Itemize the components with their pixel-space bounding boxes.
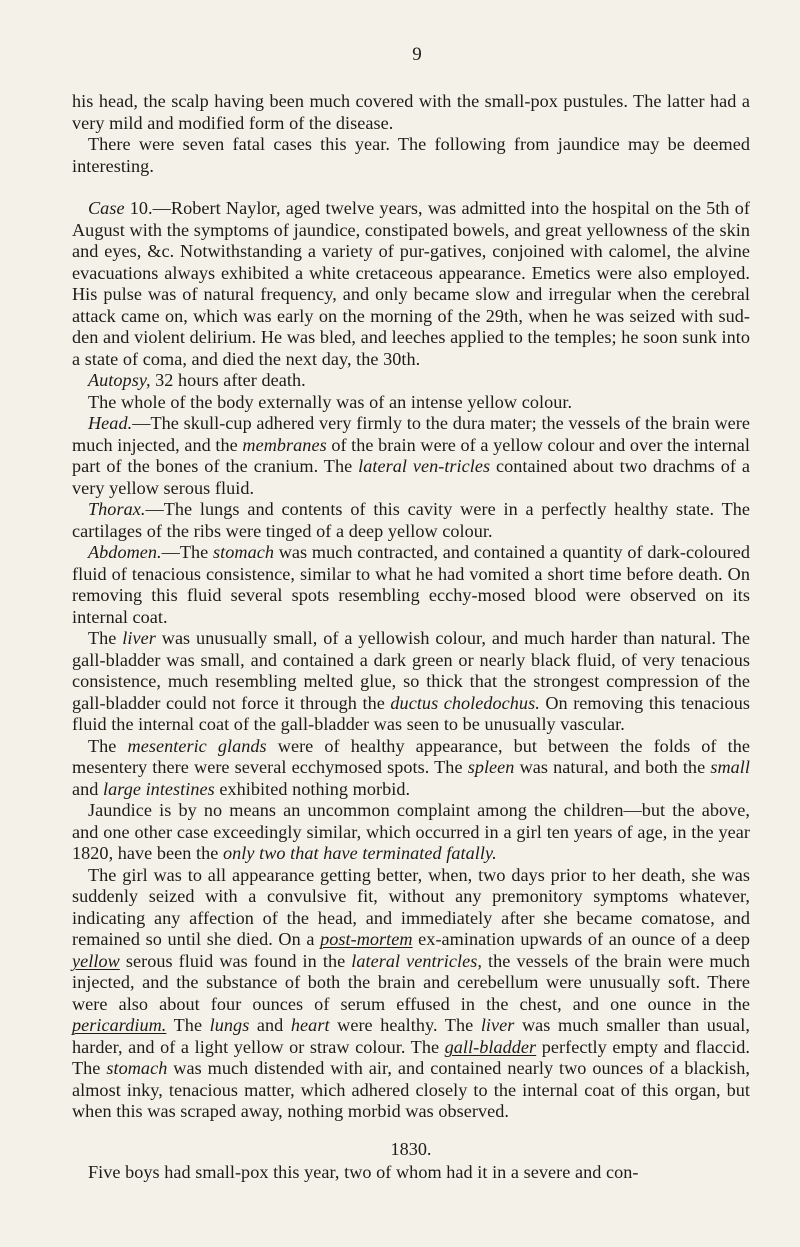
girl-text-10: was much distended with air, and contained nearly two ounces of a blackish, almost inky, tenacious matter, which adhered closely to the internal coat of this organ, but when this was scraped away, nothing morbid was observed. bbox=[72, 1058, 750, 1121]
paragraph-small-pox-1830: Five boys had small-pox this year, two of whom had it in a severe and con- bbox=[88, 1161, 639, 1182]
paragraph-gap bbox=[72, 177, 750, 198]
small-term: small bbox=[710, 757, 750, 777]
girl-text-1: The girl was to all appearance getting better, when, two days prior to her death, she was suddenly seized with a convulsive fit, without any premonitory symptoms whatever, indicating any affection of the head, and immediately after she became comatose, and remained so until she died. On a bbox=[72, 864, 750, 949]
gall-bladder-term: gall-bladder bbox=[444, 1036, 537, 1057]
girl-text-5: The bbox=[166, 1015, 210, 1035]
pericardium-term: pericardium. bbox=[72, 1015, 167, 1035]
autopsy-text: 32 hours after death. bbox=[150, 370, 306, 390]
case-10-text: 10.—Robert Naylor, aged twelve years, was admitted into the hospital on the 5th of August with the symptoms of jaundice, constipated bowels, and great yellowness of the skin and eyes, &c. Notwithstanding a variety of pur-gatives, conjoined with calomel, the alvine evacuations always exhibited a white cretaceous appearance. Emetics were also employed. His pulse was of natural frequency, and only became slow and irregular when the cerebral attack came on, which was early on the morning of the 29th, when he was seized with sud-den and violent delirium. He was bled, and leeches applied to the temples; he soon sunk into a state of coma, and died the next day, the 30th. bbox=[72, 198, 750, 369]
head-label: Head. bbox=[88, 413, 133, 433]
head-text-3: contained about two drachms of a very yellow serous fluid. bbox=[72, 456, 751, 498]
only-two-emphasis: only two that have terminated fatally. bbox=[223, 843, 497, 863]
page-number: 9 bbox=[412, 44, 422, 65]
thorax-label: Thorax. bbox=[88, 499, 146, 519]
girl-text-9: perfectly empty and flaccid. The bbox=[72, 1036, 750, 1078]
thorax-text: —The lungs and contents of this cavity were in a perfectly healthy state. The cartilages of the ribs were tinged of a deep yellow colour. bbox=[72, 499, 750, 541]
spleen-term: spleen bbox=[467, 757, 515, 777]
mesenteric-glands-term: mesenteric glands bbox=[127, 735, 267, 756]
head-text-2: of the brain were of a yellow colour and over the internal part of the bones of the cranium. The bbox=[72, 434, 750, 476]
ductus-term: ductus choledochus. bbox=[390, 692, 540, 713]
stomach-term-2: stomach bbox=[106, 1058, 168, 1078]
paragraph-girl-case bbox=[72, 865, 750, 1123]
paragraph-jaundice bbox=[72, 800, 750, 865]
mesenteric-text-2: were of healthy appearance, but between the folds of the mesentery there were several ecchymosed spots. The bbox=[72, 735, 750, 777]
abdomen-label: Abdomen. bbox=[88, 542, 162, 562]
paragraph-scalp: his head, the scalp having been much covered with the small-pox pustules. The latter had a very mild and modified form of the disease. bbox=[72, 91, 750, 133]
liver-text-1: The bbox=[88, 628, 123, 648]
girl-text-4: the vessels of the brain were much injected, and the substance of both the brain and cerebellum were unusually soft. There were also about four ounces of serum effused in the chest, and one ounce in the bbox=[72, 950, 750, 1014]
mesenteric-text-5: exhibited nothing morbid. bbox=[214, 778, 411, 799]
case-label: Case bbox=[88, 198, 125, 218]
girl-text-8: was much smaller than usual, harder, and of a light yellow or straw colour. The bbox=[72, 1015, 750, 1057]
large-intestines-term: large intestines bbox=[103, 778, 215, 799]
girl-text-2: ex-amination upwards of an ounce of a deep bbox=[412, 929, 750, 949]
lungs-term: lungs bbox=[209, 1015, 250, 1035]
liver-text-3: On removing this tenacious fluid the internal coat of the gall-bladder was seen to be unusually vascular. bbox=[72, 692, 750, 734]
liver-term: liver bbox=[122, 628, 156, 648]
paragraph-fatal-cases: There were seven fatal cases this year. The following from jaundice may be deemed interesting. bbox=[72, 134, 750, 176]
mesenteric-text-3: was natural, and both the bbox=[514, 757, 711, 777]
paragraph-thorax bbox=[72, 499, 750, 542]
jaundice-text-1: Jaundice is by no means an uncommon complaint among the children—but the above, and one other case exceedingly similar, which occurred in a girl ten years of age, in the year 1820, have been the bbox=[72, 800, 750, 863]
lateral-ventricles-term: lateral ven-tricles bbox=[358, 456, 491, 476]
abdomen-text-2: was much contracted, and contained a quantity of dark-coloured fluid of tenacious consistence, similar to what he had vomited a short time before death. On removing this fluid several spots resembling ecchy-mosed blood were observed on its internal coat. bbox=[72, 542, 750, 627]
paragraph-abdomen bbox=[72, 542, 750, 628]
liver-term-2: liver bbox=[480, 1015, 515, 1035]
paragraph-liver bbox=[72, 628, 750, 736]
paragraph-mesenteric bbox=[72, 736, 750, 801]
paragraph-case-10 bbox=[72, 198, 750, 370]
liver-text-2: was unusually small, of a yellowish colour, and much harder than natural. The gall-bladder was small, and contained a dark green or nearly black fluid, of very tenacious consistence, much resembling melted glue, so thick that the strongest compression of the gall-bladder could not force it through the bbox=[72, 628, 750, 713]
girl-text-6: and bbox=[249, 1015, 291, 1035]
paragraph-body-colour: The whole of the body externally was of an intense yellow colour. bbox=[88, 391, 573, 412]
autopsy-label: Autopsy, bbox=[88, 370, 151, 390]
membranes-term: membranes bbox=[242, 434, 327, 455]
paragraph-head bbox=[72, 413, 750, 499]
heart-term: heart bbox=[290, 1015, 330, 1035]
post-mortem-term: post-mortem bbox=[320, 929, 413, 949]
girl-text-7: were healthy. The bbox=[329, 1015, 481, 1035]
yellow-term: yellow bbox=[72, 950, 120, 971]
girl-text-3: serous fluid was found in the bbox=[119, 950, 352, 971]
lateral-ventricles-term-2: lateral ventricles, bbox=[351, 950, 482, 971]
abdomen-text-1: —The bbox=[161, 542, 214, 562]
year-heading: 1830. bbox=[390, 1138, 432, 1159]
mesenteric-text-4: and bbox=[72, 778, 104, 799]
mesenteric-text-1: The bbox=[88, 735, 128, 756]
paragraph-autopsy bbox=[72, 370, 750, 392]
head-text-1: —The skull-cup adhered very firmly to the dura mater; the vessels of the brain were much injected, and the bbox=[72, 413, 750, 455]
stomach-term: stomach bbox=[213, 542, 275, 562]
